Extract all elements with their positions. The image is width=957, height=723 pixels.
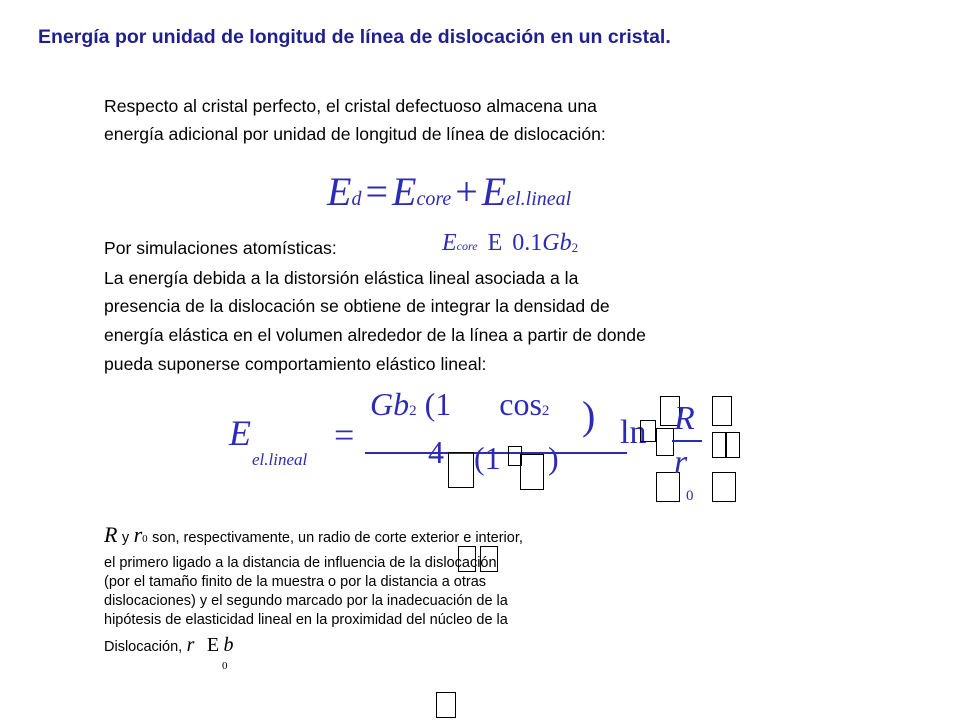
eq1-sub-d: d xyxy=(351,188,362,210)
sim-approx: E xyxy=(487,230,503,256)
sim-Gb: Gb xyxy=(542,230,572,256)
eq2-den-box-3 xyxy=(520,454,544,495)
eq2-R: R xyxy=(674,400,695,437)
eq2-bracket-bot-right xyxy=(712,472,736,507)
equation-energy-total xyxy=(327,168,571,218)
eq2-bracket-mid-right-1 xyxy=(712,432,726,463)
eq2-ln-box xyxy=(640,420,656,447)
eq2-bracket-mid-right-2 xyxy=(726,432,740,463)
notes-line-1-text: son, respectivamente, un radio de corte exterior e interior, xyxy=(152,530,523,546)
notes-box-1 xyxy=(458,546,476,577)
notes-line-2: el primero ligado a la distancia de influencia de la dislocación xyxy=(104,555,497,571)
eq2-den-paren: (1 xyxy=(474,440,501,476)
eq2-num-exp: 2 xyxy=(409,403,417,419)
page-title: Energía por unidad de longitud de línea de dislocación en un cristal. xyxy=(38,26,671,48)
eq1-E-d: E xyxy=(327,169,352,214)
eq2-bracket-mid-left xyxy=(656,428,674,461)
notes-box-2 xyxy=(480,546,498,577)
notes-line-3: (por el tamaño finito de la muestra o por la distancia a otras xyxy=(104,574,487,590)
eq2-r: r xyxy=(674,444,688,481)
intro-line-1: Respecto al cristal perfecto, el cristal defectuoso almacena una xyxy=(104,96,597,116)
eq2-num-one: 1 xyxy=(435,386,452,422)
sim-core: core xyxy=(456,239,478,253)
eq1-plus: + xyxy=(455,169,478,214)
sim-exp: 2 xyxy=(571,240,579,255)
eq1-E-core: E xyxy=(392,169,417,214)
eq2-E: E xyxy=(229,413,251,453)
sim-val: 0.1 xyxy=(512,230,543,256)
notes-y: y xyxy=(121,530,130,546)
notes-dislocacion: Dislocación, xyxy=(104,639,183,655)
bottom-box xyxy=(436,692,456,723)
eq2-numerator xyxy=(370,386,549,423)
eq2-den-four: 4 xyxy=(428,434,444,470)
notes-line-1 xyxy=(104,522,523,548)
equation-core-energy xyxy=(442,230,578,257)
para2-line-2: presencia de la dislocación se obtiene de integrar la densidad de xyxy=(104,296,610,316)
eq2-num-cos: cos xyxy=(499,386,542,422)
eq2-den-close: ) xyxy=(548,440,559,476)
eq2-den-box-1 xyxy=(448,452,474,490)
notes-b: b xyxy=(223,634,234,656)
eq2-num-paren: ( xyxy=(424,386,436,422)
notes-line-6 xyxy=(104,634,234,657)
sim-E: E xyxy=(442,230,457,256)
eq2-ln: ln xyxy=(620,414,647,451)
eq2-ln-fraction-line xyxy=(672,440,702,442)
eq2-num-cos-exp: 2 xyxy=(541,403,550,419)
para2-line-1: La energía debida a la distorsión elástica lineal asociada a la xyxy=(104,268,579,288)
notes-zero: 0 xyxy=(142,533,148,545)
intro-line-2: energía adicional por unidad de longitud de línea de dislocación: xyxy=(104,124,606,144)
notes-approx: E xyxy=(206,634,220,656)
notes-r2: r xyxy=(186,634,195,656)
eq2-bracket-top-right xyxy=(712,396,732,431)
sim-label: Por simulaciones atomísticas: xyxy=(104,238,337,258)
eq2-num-close: ) xyxy=(582,393,596,438)
eq2-zero: 0 xyxy=(686,488,694,504)
notes-zero-2: 0 xyxy=(222,660,228,672)
eq1-sub-core: core xyxy=(416,188,452,210)
para2-line-4: pueda suponerse comportamiento elástico lineal: xyxy=(104,354,487,374)
eq2-equals: = xyxy=(334,415,355,455)
eq1-E-lineal: E xyxy=(481,169,507,214)
eq2-num-Gb: Gb xyxy=(370,386,410,422)
eq1-sub-lineal: el.lineal xyxy=(506,188,572,210)
notes-line-4: dislocaciones) y el segundo marcado por la inadecuación de la xyxy=(104,593,508,609)
para2-line-3: energía elástica en el volumen alrededor de la línea a partir de donde xyxy=(104,325,646,345)
eq2-sub: el.lineal xyxy=(252,450,308,469)
notes-r: r xyxy=(133,522,143,547)
eq1-equals: = xyxy=(365,169,388,214)
notes-R: R xyxy=(104,522,118,547)
notes-line-5: hipótesis de elasticidad lineal en la proximidad del núcleo de la xyxy=(104,612,508,628)
